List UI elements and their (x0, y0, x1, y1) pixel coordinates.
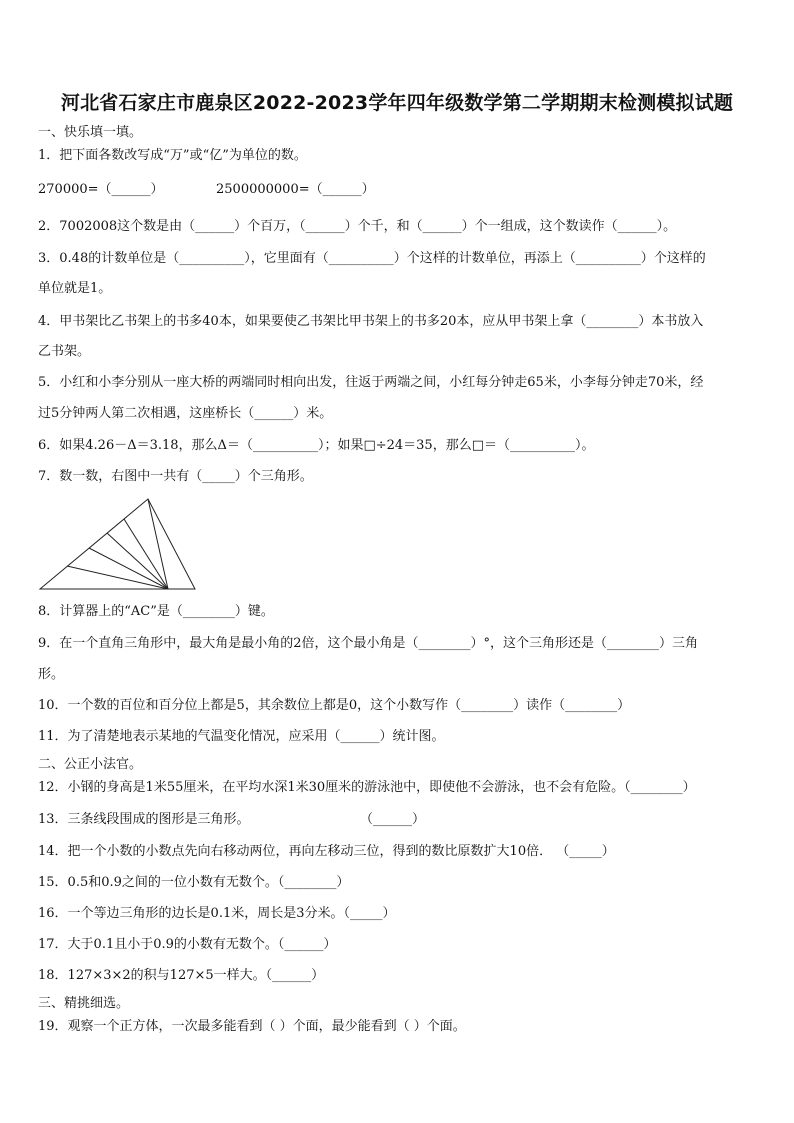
question-15: 15．0.5和0.9之间的一位小数有无数个。（________） (38, 875, 350, 890)
inner-line (148, 499, 168, 589)
question-17: 17．大于0.1且小于0.9的小数有无数个。（______） (38, 937, 337, 952)
question-1-part-b: 2500000000=（______） (216, 182, 375, 197)
question-5-line-1: 5．小红和小李分别从一座大桥的两端同时相向出发，往返于两端之间，小红每分钟走65米，小李每分钟走70米，经 (38, 375, 704, 390)
triangle-figure (38, 496, 198, 596)
question-7: 7．数一数，右图中一共有（_____）个三角形。 (38, 469, 313, 484)
question-5-line-2: 过5分钟两人第二次相遇，这座桥长（______）米。 (38, 406, 333, 421)
question-16: 16．一个等边三角形的边长是0.1米，周长是3分米。（_____） (38, 906, 396, 921)
question-8: 8．计算器上的“AC”是（________）键。 (38, 604, 274, 619)
section-heading-choice: 三、精挑细选。 (38, 996, 130, 1011)
question-3-line-1: 3．0.48的计数单位是（__________），它里面有（__________）个这样的计数单位，再添上（__________）个这样的 (38, 251, 706, 266)
outer-triangle (40, 499, 195, 589)
question-1-part-a: 270000=（______） (38, 182, 164, 197)
page-title: 河北省石家庄市鹿泉区2022-2023学年四年级数学第二学期期末检测模拟试题 (60, 92, 734, 114)
question-4-line-2: 乙书架。 (38, 344, 91, 359)
question-6: 6．如果4.26－Δ＝3.18，那么Δ＝（__________）；如果□÷24＝35，那么□＝（__________）。 (38, 438, 595, 453)
question-1: 1．把下面各数改写成“万”或“亿”为单位的数。 (38, 148, 307, 163)
inner-line (67, 566, 168, 589)
question-3-line-2: 单位就是1。 (38, 281, 112, 296)
inner-line (89, 548, 168, 589)
question-19: 19．观察一个正方体，一次最多能看到（ ）个面，最少能看到（ ）个面。 (38, 1019, 466, 1034)
question-10: 10．一个数的百位和百分位上都是5，其余数位上都是0，这个小数写作（________）读作（________） (38, 698, 631, 713)
question-12: 12．小钢的身高是1米55厘米，在平均水深1米30厘米的游泳池中，即使他不会游泳，也不会有危险。（________） (38, 780, 696, 795)
question-13: 13．三条线段围成的图形是三角形。 (38, 812, 250, 827)
question-9-line-2: 形。 (38, 667, 65, 682)
question-18: 18．127×3×2的积与127×5一样大。（______） (38, 968, 325, 983)
question-14: 14．把一个小数的小数点先向右移动两位，再向左移动三位，得到的数比原数扩大10倍． （_____） (38, 844, 615, 859)
section-heading-judge: 二、公正小法官。 (38, 757, 143, 772)
question-9-line-1: 9．在一个直角三角形中，最大角是最小角的2倍，这个最小角是（________）°，这个三角形还是（________）三角 (38, 636, 699, 651)
question-4-line-1: 4．甲书架比乙书架上的书多40本，如果要使乙书架比甲书架上的书多20本，应从甲书架上拿（________）本书放入 (38, 314, 704, 329)
question-2: 2．7002008这个数是由（______）个百万，（______）个千，和（______）个一组成，这个数读作（______）。 (38, 219, 677, 234)
question-13-answer: （______） (360, 812, 426, 827)
question-11: 11．为了清楚地表示某地的气温变化情况，应采用（______）统计图。 (38, 729, 445, 744)
section-heading-fill: 一、快乐填一填。 (38, 125, 143, 140)
